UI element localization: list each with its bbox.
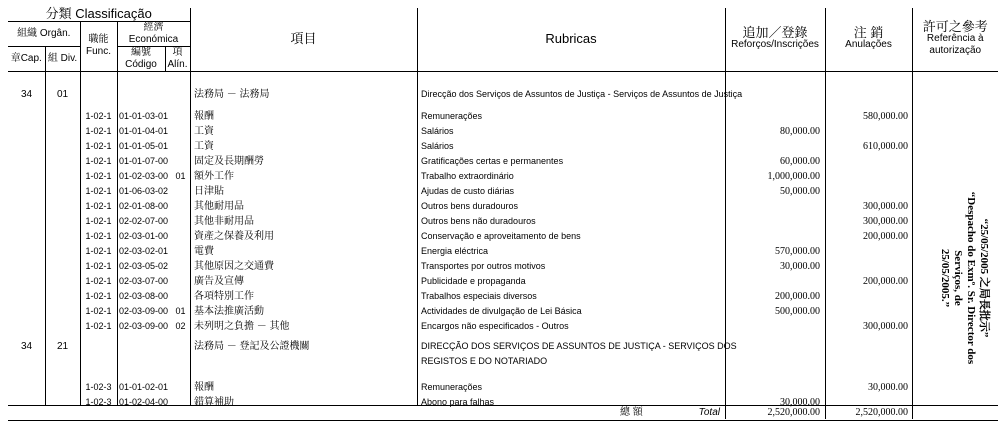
cell-codigo: 01-01-05-01 (119, 141, 169, 151)
cell-codigo: 01-01-02-01 (119, 382, 169, 392)
cell-rubrica: Publicidade e propaganda (421, 276, 526, 286)
total-label-pt: Total (698, 407, 720, 418)
total-anulacoes: 2,520,000.00 (855, 407, 908, 418)
cell-item-zh: 法務局 － 登記及公證機關 (194, 341, 310, 352)
table-row (8, 184, 998, 199)
cell-item-zh: 固定及長期酬勞 (194, 156, 264, 167)
cap-zh: 章 (10, 52, 21, 64)
cell-rubrica: Transportes por outros motivos (421, 261, 546, 271)
cell-func: 1-02-1 (85, 231, 112, 241)
cell-item-zh: 報酬 (194, 382, 214, 393)
cell-rubrica: Outros bens duradouros (421, 201, 519, 211)
cell-anulacao: 610,000.00 (863, 141, 908, 152)
div-zh: 組 (47, 52, 58, 64)
cell-codigo: 02-03-05-02 (119, 261, 169, 271)
cell-item-zh: 電費 (194, 246, 214, 257)
cell-reforco: 50,000.00 (780, 186, 820, 197)
table-row (8, 154, 998, 169)
cell-rubrica: Encargos não especificados - Outros (421, 321, 569, 331)
cell-codigo: 02-03-02-01 (119, 246, 169, 256)
cell-item-zh: 基本法推廣活動 (194, 306, 264, 317)
cell-alin: 01 (175, 306, 186, 316)
referencia-pt2: autorização (929, 45, 982, 57)
cell-anulacao: 300,000.00 (863, 321, 908, 332)
cell-reforco: 80,000.00 (780, 126, 820, 137)
func-pt: Func. (85, 46, 111, 57)
func-zh: 職能 (88, 34, 109, 45)
table-row (8, 274, 998, 289)
cell-reforco: 1,000,000.00 (767, 171, 820, 182)
anulacoes-pt: Anulações (845, 39, 892, 51)
total-reforcos: 2,520,000.00 (767, 407, 820, 418)
table-row (8, 124, 998, 139)
cell-codigo: 02-03-09-00 (119, 306, 169, 316)
cell-func: 1-02-1 (85, 186, 112, 196)
table-row (8, 289, 998, 304)
cell-anulacao: 300,000.00 (863, 201, 908, 212)
cell-anulacao: 200,000.00 (863, 276, 908, 287)
referencia-pt1: Referência à (926, 33, 984, 45)
classificacao-pt: Classificação (75, 6, 152, 22)
cell-div: 21 (56, 341, 69, 352)
cell-func: 1-02-1 (85, 126, 112, 136)
cell-func: 1-02-1 (85, 246, 112, 256)
alin-pt: Alín. (167, 58, 188, 70)
alin-zh: 項 (172, 46, 183, 58)
cell-item-zh: 額外工作 (194, 171, 234, 182)
cell-div: 01 (56, 89, 69, 100)
total-row (8, 405, 998, 421)
cell-func: 1-02-1 (85, 201, 112, 211)
cell-rubrica: Ajudas de custo diárias (421, 186, 515, 196)
cell-func: 1-02-1 (85, 216, 112, 226)
cell-item-zh: 各項特別工作 (194, 291, 254, 302)
total-label-zh: 總 額 (620, 407, 643, 418)
cell-rubrica: Conservação e aproveitamento de bens (421, 231, 581, 241)
cell-rubrica: Trabalho extraordinário (421, 171, 514, 181)
cell-rubrica: Actividades de divulgação de Lei Básica (421, 306, 582, 316)
referencia-line3: 25/05/2005.” (939, 248, 951, 308)
cell-cap: 34 (20, 341, 33, 352)
cell-reforco: 200,000.00 (775, 291, 820, 302)
table-row (8, 339, 998, 354)
cell-func: 1-02-1 (85, 141, 112, 151)
cell-item-zh: 其他耐用品 (194, 201, 244, 212)
cell-reforco: 500,000.00 (775, 306, 820, 317)
cell-item-zh: 其他原因之交通費 (194, 261, 274, 272)
cell-rubrica: Energia eléctrica (421, 246, 489, 256)
cell-codigo: 01-02-04-00 (119, 397, 169, 407)
cell-func: 1-02-3 (85, 382, 112, 392)
anulacoes-zh: 注 銷 (853, 25, 884, 41)
reforcos-pt: Reforços/Inscrições (731, 39, 819, 51)
cell-rubrica: Salários (421, 141, 454, 151)
cell-codigo: 02-03-08-00 (119, 291, 169, 301)
cell-reforco: 570,000.00 (775, 246, 820, 257)
referencia-line1: “25/05/2005 之局長批示” (978, 218, 990, 338)
cell-item-zh: 未列明之負擔 － 其他 (194, 321, 290, 332)
economica-zh: 經濟 (143, 21, 164, 33)
cell-func: 1-02-1 (85, 291, 112, 301)
cell-rubrica: Gratificações certas e permanentes (421, 156, 564, 166)
cell-codigo: 02-01-08-00 (119, 201, 169, 211)
cell-codigo: 01-01-04-01 (119, 126, 169, 136)
div-pt: Div. (60, 52, 78, 64)
organ-pt: Orgân. (39, 27, 71, 39)
cell-reforco: 30,000.00 (780, 397, 820, 408)
cell-func: 1-02-1 (85, 171, 112, 181)
table-row (8, 214, 998, 229)
referencia-note (932, 188, 996, 368)
cell-func: 1-02-1 (85, 156, 112, 166)
reforcos-zh: 追加／登錄 (742, 25, 808, 41)
cell-codigo: 01-01-07-00 (119, 156, 169, 166)
cell-reforco: 30,000.00 (780, 261, 820, 272)
cell-func: 1-02-1 (85, 276, 112, 286)
table-row (8, 109, 998, 124)
table-row (8, 354, 998, 369)
table-row (8, 229, 998, 244)
cell-func: 1-02-1 (85, 321, 112, 331)
cell-anulacao: 30,000.00 (868, 382, 908, 393)
cell-anulacao: 300,000.00 (863, 216, 908, 227)
cell-codigo: 01-02-03-00 (119, 171, 169, 181)
codigo-zh: 編號 (131, 46, 151, 58)
cell-item-zh: 工資 (194, 126, 214, 137)
table-row (8, 380, 998, 395)
organ-zh: 組織 (17, 27, 38, 39)
economica-pt: Económica (128, 33, 179, 45)
referencia-line2: “Despacho do Exmº. Sr. Director dos Serviços, de (952, 191, 977, 365)
table-row (8, 139, 998, 154)
cell-item-zh: 報酬 (194, 111, 214, 122)
table-row (8, 244, 998, 259)
cell-func: 1-02-1 (85, 306, 112, 316)
cell-codigo: 02-03-01-00 (119, 231, 169, 241)
cell-codigo: 02-02-07-00 (119, 216, 169, 226)
rubricas-heading: Rubricas (545, 31, 597, 47)
cell-item-zh: 其他非耐用品 (194, 216, 254, 227)
cell-codigo: 01-06-03-02 (119, 186, 169, 196)
cell-item-zh: 日津貼 (194, 186, 224, 197)
cell-rubrica: Direcção dos Serviços de Assuntos de Justiça - Serviços de Assuntos de Justiça (421, 89, 743, 99)
cap-pt: Cap. (20, 52, 42, 64)
codigo-pt: Código (125, 58, 157, 70)
cell-item-zh: 資產之保養及利用 (194, 231, 274, 242)
referencia-zh: 許可之參考 (922, 19, 988, 35)
table-row (8, 199, 998, 214)
table-row (8, 169, 998, 184)
cell-func: 1-02-1 (85, 261, 112, 271)
cell-rubrica: REGISTOS E DO NOTARIADO (421, 356, 548, 366)
table-row (8, 319, 998, 334)
cell-rubrica: Abono para falhas (421, 397, 495, 407)
cell-codigo: 02-03-09-00 (119, 321, 169, 331)
cell-reforco: 60,000.00 (780, 156, 820, 167)
cell-rubrica: Trabalhos especiais diversos (421, 291, 537, 301)
cell-cap: 34 (20, 89, 33, 100)
classificacao-zh: 分類 (45, 6, 72, 22)
cell-rubrica: Remunerações (421, 111, 483, 121)
items-heading: 項目 (290, 31, 317, 47)
cell-alin: 02 (175, 321, 186, 331)
table-row (8, 87, 998, 102)
table-header (8, 8, 998, 72)
cell-codigo: 01-01-03-01 (119, 111, 169, 121)
budget-table-page (8, 8, 998, 420)
cell-codigo: 02-03-07-00 (119, 276, 169, 286)
cell-rubrica: Remunerações (421, 382, 483, 392)
table-body (8, 63, 998, 419)
cell-rubrica: DIRECÇÃO DOS SERVIÇOS DE ASSUNTOS DE JUSTIÇA - SERVIÇOS DOS (421, 341, 737, 351)
cell-alin: 01 (175, 171, 186, 181)
cell-func: 1-02-1 (85, 111, 112, 121)
cell-item-zh: 工資 (194, 141, 214, 152)
cell-anulacao: 200,000.00 (863, 231, 908, 242)
cell-anulacao: 580,000.00 (863, 111, 908, 122)
cell-item-zh: 法務局 － 法務局 (194, 89, 270, 100)
cell-rubrica: Salários (421, 126, 454, 136)
cell-rubrica: Outros bens não duradouros (421, 216, 536, 226)
cell-item-zh: 錯算補助 (194, 397, 234, 408)
cell-item-zh: 廣告及宣傳 (194, 276, 244, 287)
cell-func: 1-02-3 (85, 397, 112, 407)
table-row (8, 259, 998, 274)
table-row (8, 304, 998, 319)
